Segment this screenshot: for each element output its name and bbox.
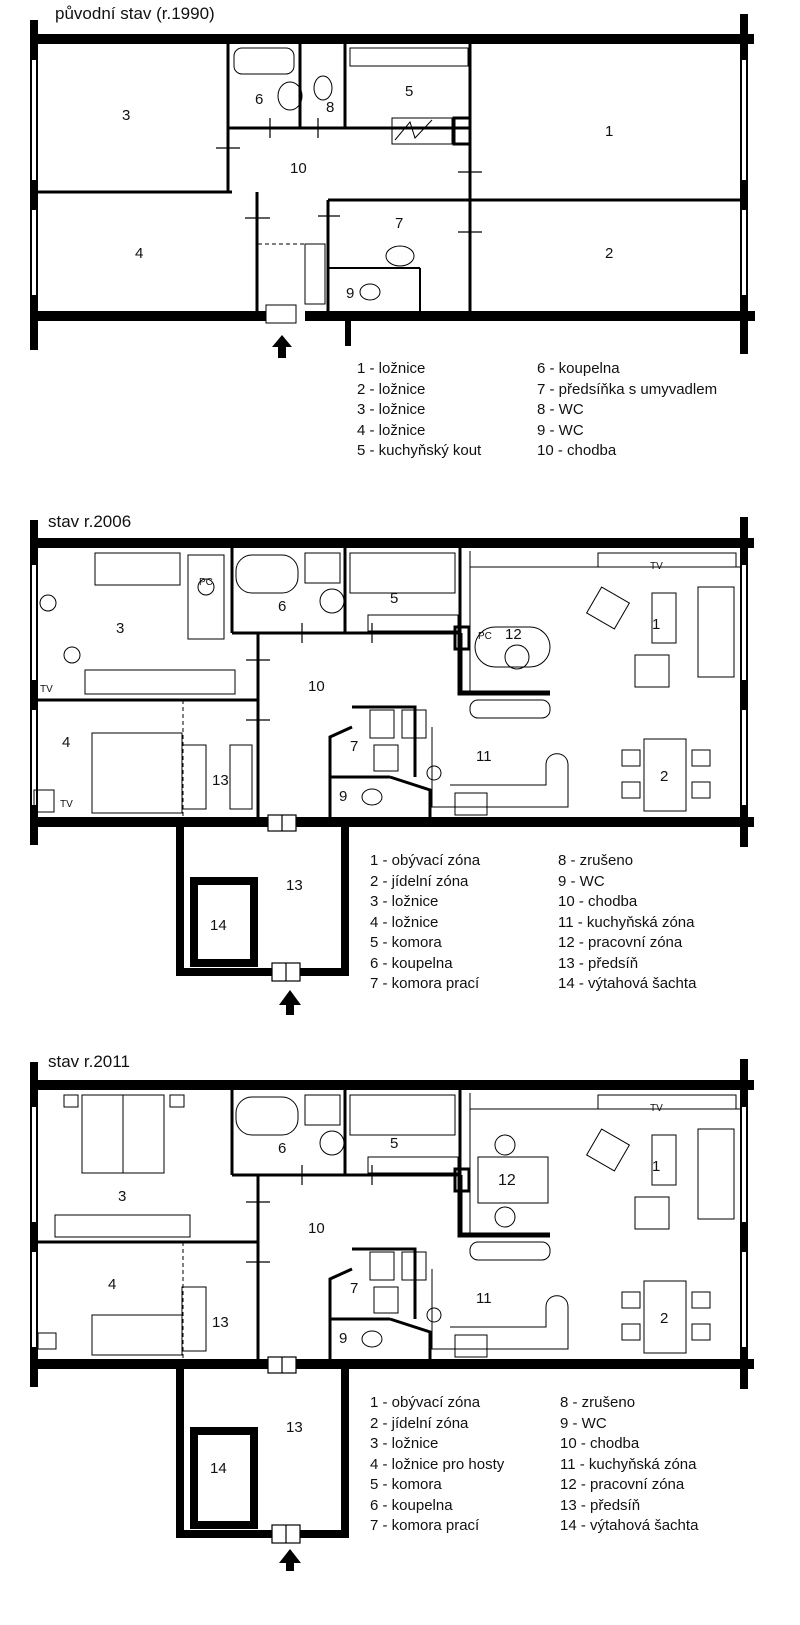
legend-item: 3 - ložnice [370,1435,439,1452]
room-14-label: 14 [210,917,227,934]
pc-label: PC [199,577,213,588]
legend-item: 13 - předsíň [560,1496,641,1514]
legend-item: 1 - obývací zóna [370,852,481,869]
room-3-label: 3 [122,107,131,124]
room-4-label: 4 [108,1276,117,1293]
legend-2006-right [558,851,696,995]
legend-item: 4 - ložnice pro hosty [370,1455,505,1473]
room-9-label: 9 [339,788,348,805]
room-9-label: 9 [339,1330,348,1347]
room-3-label: 3 [116,620,125,637]
legend-item: 9 - WC [560,1414,607,1432]
plan-1990-title: původní stav (r.1990) [55,4,215,23]
legend-item: 9 - WC [537,421,584,439]
legend-item: 6 - koupelna [370,954,453,972]
legend-item: 7 - předsíňka s umyvadlem [537,380,718,398]
legend-item: 14 - výtahová šachta [558,975,697,992]
room-10-label: 10 [308,1220,325,1237]
room-1-label: 1 [605,123,614,140]
legend-item: 4 - ložnice [370,913,439,931]
room-12-label: 12 [498,1172,516,1189]
legend-item: 1 - ložnice [357,360,426,377]
room-13-label: 13 [212,1314,229,1331]
legend-item: 3 - ložnice [370,893,439,910]
room-12-label: 12 [505,626,522,643]
room-5-label: 5 [390,1135,399,1152]
legend-item: 4 - ložnice [357,421,426,439]
room-7-label: 7 [350,738,359,755]
legend-item: 9 - WC [558,872,605,890]
room-7-label: 7 [350,1280,359,1297]
tv-label: TV [650,561,663,572]
room-1-label: 1 [652,1158,661,1175]
legend-item: 2 - jídelní zóna [370,1414,469,1432]
room-6-label: 6 [278,1140,287,1157]
room-13-label: 13 [212,772,229,789]
legend-item: 12 - pracovní zóna [558,934,683,951]
room-9-label: 9 [346,285,355,302]
room-6-label: 6 [278,598,287,615]
room-3-label: 3 [118,1188,127,1205]
legend-1990-right [537,359,717,462]
pc-label: PC [478,631,492,642]
legend-item: 8 - zrušeno [558,852,634,869]
room-6-label: 6 [255,91,264,108]
legend-item: 11 - kuchyňská zóna [560,1455,697,1473]
tv-label: TV [60,799,73,810]
legend-item: 6 - koupelna [370,1496,453,1514]
legend-item: 8 - zrušeno [560,1394,636,1411]
legend-1990-left [357,359,481,462]
legend-item: 1 - obývací zóna [370,1394,481,1411]
legend-item: 5 - komora [370,934,442,951]
legend-item: 7 - komora prací [370,975,480,992]
legend-item: 7 - komora prací [370,1517,480,1534]
legend-item: 10 - chodba [560,1435,640,1452]
plan-2006-title: stav r.2006 [48,512,132,531]
room-2-label: 2 [660,1310,669,1327]
legend-item: 6 - koupelna [537,360,620,377]
room-7-label: 7 [395,215,404,232]
room-4-label: 4 [135,245,144,262]
legend-2011-right [560,1393,698,1537]
room-14-label: 14 [210,1460,227,1477]
tv-label: TV [650,1103,663,1114]
legend-item: 10 - chodba [537,442,617,459]
room-13-lobby-label: 13 [286,877,303,894]
legend-item: 3 - ložnice [357,401,426,418]
legend-item: 5 - komora [370,1476,442,1493]
room-11-label: 11 [476,1290,492,1307]
room-5-label: 5 [405,83,414,100]
tv-label: TV [40,684,53,695]
legend-item: 14 - výtahová šachta [560,1517,699,1534]
plan-2011-title: stav r.2011 [48,1052,130,1071]
legend-item: 5 - kuchyňský kout [357,442,482,459]
room-2-label: 2 [660,768,669,785]
room-4-label: 4 [62,734,71,751]
room-11-label: 11 [476,748,492,765]
room-2-label: 2 [605,245,614,262]
legend-2011-left [370,1393,504,1537]
room-13-lobby-label: 13 [286,1419,303,1436]
legend-item: 10 - chodba [558,893,638,910]
room-5-label: 5 [390,590,399,607]
legend-item: 2 - ložnice [357,380,426,398]
room-1-label: 1 [652,616,661,633]
legend-item: 12 - pracovní zóna [560,1476,685,1493]
room-8-label: 8 [326,99,335,116]
legend-2006-left [370,851,480,995]
room-10-label: 10 [308,678,325,695]
room-10-label: 10 [290,160,307,177]
legend-item: 11 - kuchyňská zóna [558,913,695,931]
legend-item: 2 - jídelní zóna [370,872,469,890]
legend-item: 8 - WC [537,401,584,418]
legend-item: 13 - předsíň [558,954,639,972]
